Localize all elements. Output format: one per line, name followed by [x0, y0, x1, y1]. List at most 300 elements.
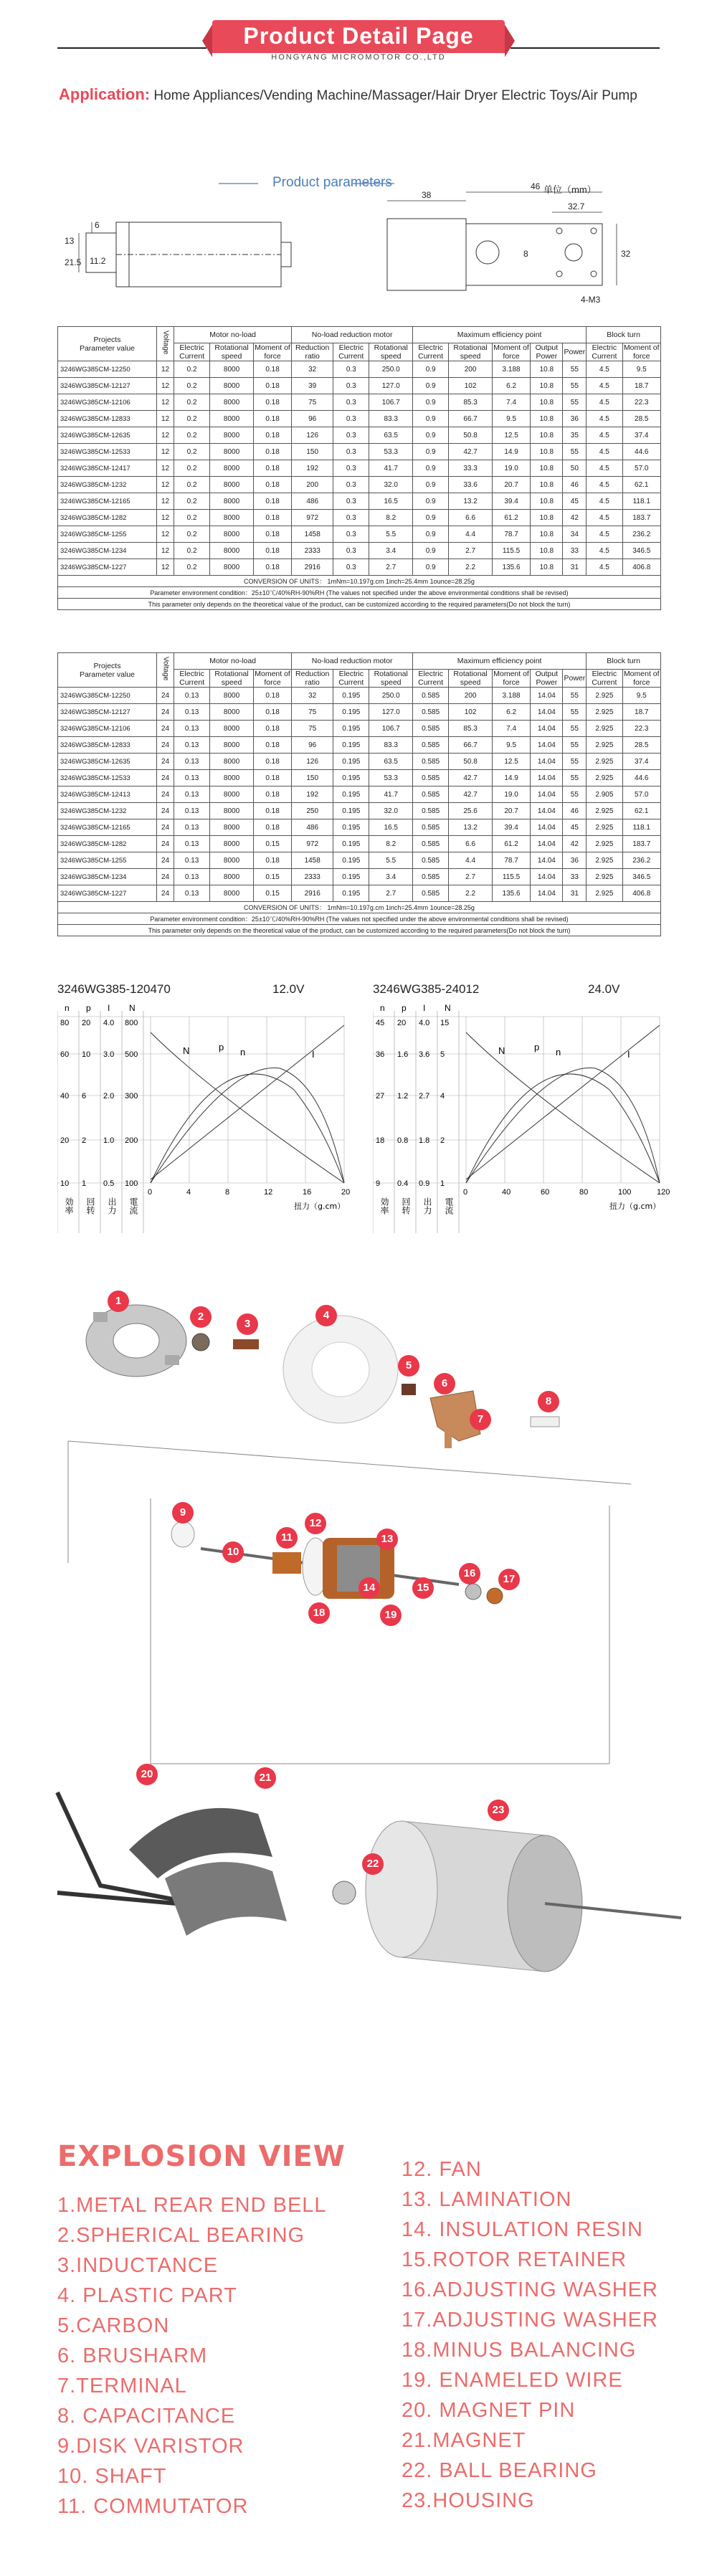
value-cell: 135.6 — [492, 559, 530, 576]
value-cell: 0.2 — [174, 493, 210, 510]
scale-value: 0.8 — [397, 1136, 409, 1145]
value-cell: 14.9 — [492, 444, 530, 460]
value-cell: 28.5 — [622, 411, 661, 427]
scale-value: 45 — [376, 1019, 385, 1027]
part-number-9: 9 — [172, 1502, 194, 1524]
value-cell: 2.925 — [587, 819, 622, 836]
value-cell: 55 — [563, 754, 587, 770]
value-cell: 0.3 — [333, 411, 369, 427]
value-cell: 0.195 — [333, 704, 369, 721]
value-cell: 4.5 — [587, 460, 622, 477]
value-cell: 53.3 — [369, 770, 413, 786]
value-cell: 16.5 — [369, 493, 413, 510]
conversion-note: CONVERSION OF UNITS： 1mNm=10.197g.cm 1inch=25.4mm 1ounce=28.25g — [58, 902, 661, 913]
col-speed: Rotational speed — [449, 670, 493, 688]
value-cell: 2.905 — [587, 786, 622, 803]
curve-label: p — [534, 1042, 540, 1052]
value-cell: 13.2 — [449, 493, 493, 510]
table-row — [58, 460, 661, 477]
value-cell: 118.1 — [622, 819, 661, 836]
table-row — [58, 786, 661, 803]
value-cell: 0.9 — [413, 477, 449, 493]
value-cell: 0.13 — [174, 737, 210, 754]
part-number-8: 8 — [538, 1391, 559, 1412]
value-cell: 7.4 — [492, 721, 530, 737]
value-cell: 4.5 — [587, 543, 622, 559]
value-cell: 0.18 — [253, 477, 291, 493]
header-rule-right — [511, 47, 660, 49]
value-cell: 0.2 — [174, 444, 210, 460]
col-ratio: Reduction ratio — [292, 670, 333, 688]
legend-item: 2.SPHERICAL BEARING — [57, 2224, 305, 2247]
axis-row-label: 電流 — [444, 1197, 454, 1215]
x-tick: 8 — [225, 1188, 230, 1197]
value-cell: 8000 — [210, 803, 254, 819]
value-cell: 45 — [563, 819, 587, 836]
value-cell: 55 — [563, 361, 587, 378]
value-cell: 8000 — [210, 885, 254, 902]
performance-curve — [466, 1074, 660, 1183]
value-cell: 0.18 — [253, 493, 291, 510]
value-cell: 0.195 — [333, 688, 369, 704]
value-cell: 35 — [563, 427, 587, 444]
value-cell: 32 — [292, 361, 333, 378]
value-cell: 57.0 — [622, 786, 661, 803]
value-cell: 2.7 — [449, 869, 493, 885]
legend-item: 7.TERMINAL — [57, 2375, 187, 2397]
value-cell: 118.1 — [622, 493, 661, 510]
value-cell: 0.585 — [413, 754, 449, 770]
value-cell: 4.4 — [449, 852, 493, 869]
table-row — [58, 477, 661, 493]
part-number-22: 22 — [362, 1853, 384, 1875]
value-cell: 0.585 — [413, 704, 449, 721]
value-cell: 39.4 — [492, 819, 530, 836]
value-cell: 0.18 — [253, 378, 291, 394]
model-cell: 3246WG385CM-1255 — [58, 526, 157, 543]
table-row — [58, 378, 661, 394]
value-cell: 0.585 — [413, 688, 449, 704]
col-speed: Rotational speed — [369, 670, 413, 688]
value-cell: 8.2 — [369, 510, 413, 526]
part-number-18: 18 — [308, 1602, 330, 1624]
value-cell: 0.13 — [174, 770, 210, 786]
value-cell: 9.5 — [492, 737, 530, 754]
value-cell: 200 — [449, 688, 493, 704]
scale-value: 5 — [440, 1050, 445, 1059]
value-cell: 0.18 — [253, 803, 291, 819]
table-row — [58, 688, 661, 704]
value-cell: 36 — [563, 411, 587, 427]
value-cell: 4.5 — [587, 378, 622, 394]
model-cell: 3246WG385CM-12165 — [58, 819, 157, 836]
part-number-7: 7 — [470, 1409, 491, 1430]
model-cell: 3246WG385CM-12833 — [58, 737, 157, 754]
col-current: Electric Current — [587, 343, 622, 361]
page-title: Product Detail Page — [243, 23, 474, 49]
performance-curve — [151, 1032, 344, 1183]
value-cell: 19.0 — [492, 786, 530, 803]
performance-curve — [151, 1074, 344, 1183]
scale-value: 10 — [60, 1179, 70, 1188]
voltage-header: Voltage — [157, 327, 174, 361]
value-cell: 24 — [157, 737, 174, 754]
value-cell: 10.8 — [531, 460, 563, 477]
header-rule-left — [57, 47, 206, 49]
value-cell: 10.8 — [531, 477, 563, 493]
value-cell: 0.18 — [253, 510, 291, 526]
dim-11-2: 11.2 — [90, 256, 106, 266]
scale-value: 100 — [125, 1179, 138, 1188]
value-cell: 8000 — [210, 852, 254, 869]
part-number-17: 17 — [498, 1569, 520, 1590]
value-cell: 83.3 — [369, 411, 413, 427]
value-cell: 0.2 — [174, 411, 210, 427]
value-cell: 13.2 — [449, 819, 493, 836]
col-output: Output Power — [531, 343, 563, 361]
value-cell: 63.5 — [369, 427, 413, 444]
value-cell: 5.5 — [369, 852, 413, 869]
value-cell: 14.9 — [492, 770, 530, 786]
value-cell: 0.13 — [174, 704, 210, 721]
value-cell: 83.3 — [369, 737, 413, 754]
value-cell: 2.2 — [449, 885, 493, 902]
value-cell: 32 — [292, 688, 333, 704]
value-cell: 24 — [157, 754, 174, 770]
value-cell: 126 — [292, 754, 333, 770]
model-cell: 3246WG385CM-12250 — [58, 688, 157, 704]
value-cell: 0.13 — [174, 721, 210, 737]
value-cell: 0.9 — [413, 559, 449, 576]
value-cell: 0.9 — [413, 493, 449, 510]
value-cell: 24 — [157, 869, 174, 885]
legend-item: 10. SHAFT — [57, 2465, 167, 2488]
legend-item: 11. COMMUTATOR — [57, 2495, 249, 2518]
value-cell: 0.18 — [253, 688, 291, 704]
value-cell: 183.7 — [622, 510, 661, 526]
projects-header: Projects Parameter value — [58, 327, 157, 361]
value-cell: 8000 — [210, 737, 254, 754]
application-label: Application: — [59, 85, 151, 103]
table-row — [58, 852, 661, 869]
value-cell: 32.0 — [369, 477, 413, 493]
value-cell: 24 — [157, 688, 174, 704]
value-cell: 236.2 — [622, 526, 661, 543]
value-cell: 0.195 — [333, 885, 369, 902]
curve-label: N — [183, 1045, 190, 1056]
table-row — [58, 444, 661, 460]
value-cell: 0.3 — [333, 477, 369, 493]
value-cell: 12 — [157, 477, 174, 493]
scale-value: 1.8 — [419, 1136, 430, 1145]
legend-item: 12. FAN — [402, 2158, 482, 2181]
value-cell: 75 — [292, 721, 333, 737]
value-cell: 10.8 — [531, 361, 563, 378]
model-cell: 3246WG385CM-1234 — [58, 543, 157, 559]
scale-value: 4.0 — [419, 1019, 430, 1027]
value-cell: 37.4 — [622, 754, 661, 770]
table-row — [58, 559, 661, 576]
value-cell: 24 — [157, 786, 174, 803]
column-head: p — [86, 1004, 91, 1013]
scale-value: 1.6 — [397, 1050, 409, 1059]
parts-legend-left — [57, 2190, 327, 2522]
value-cell: 346.5 — [622, 869, 661, 885]
column-head: N — [445, 1004, 451, 1013]
value-cell: 96 — [292, 737, 333, 754]
table-row — [58, 885, 661, 902]
value-cell: 8000 — [210, 378, 254, 394]
scale-value: 1.2 — [397, 1092, 409, 1101]
value-cell: 0.195 — [333, 803, 369, 819]
value-cell: 8000 — [210, 836, 254, 852]
value-cell: 250.0 — [369, 688, 413, 704]
chart-model: 3246WG385-120470 — [57, 982, 171, 996]
value-cell: 50.8 — [449, 427, 493, 444]
dimension-drawing — [57, 172, 660, 323]
value-cell: 24 — [157, 852, 174, 869]
value-cell: 50.8 — [449, 754, 493, 770]
value-cell: 8000 — [210, 704, 254, 721]
value-cell: 0.2 — [174, 394, 210, 411]
value-cell: 8000 — [210, 786, 254, 803]
value-cell: 0.9 — [413, 361, 449, 378]
value-cell: 2.7 — [369, 559, 413, 576]
x-tick: 0 — [148, 1188, 153, 1197]
model-cell: 3246WG385CM-1282 — [58, 836, 157, 852]
model-cell: 3246WG385CM-1232 — [58, 803, 157, 819]
value-cell: 0.2 — [174, 460, 210, 477]
value-cell: 20.7 — [492, 477, 530, 493]
value-cell: 85.3 — [449, 721, 493, 737]
value-cell: 3.4 — [369, 869, 413, 885]
value-cell: 12 — [157, 460, 174, 477]
value-cell: 0.15 — [253, 869, 291, 885]
value-cell: 250.0 — [369, 361, 413, 378]
value-cell: 24 — [157, 836, 174, 852]
value-cell: 24 — [157, 704, 174, 721]
value-cell: 0.13 — [174, 786, 210, 803]
x-axis-label: 扭力（g.cm） — [609, 1202, 661, 1211]
model-cell: 3246WG385CM-12250 — [58, 361, 157, 378]
axis-row-label: 回转 — [401, 1197, 411, 1215]
column-head: p — [402, 1004, 407, 1013]
value-cell: 55 — [563, 770, 587, 786]
spec-table-12v — [57, 326, 661, 610]
value-cell: 0.13 — [174, 803, 210, 819]
col-speed: Rotational speed — [369, 343, 413, 361]
col-current: Electric Current — [413, 343, 449, 361]
value-cell: 42.7 — [449, 786, 493, 803]
value-cell: 7.4 — [492, 394, 530, 411]
value-cell: 8000 — [210, 510, 254, 526]
value-cell: 42.7 — [449, 444, 493, 460]
reduction-header: No-load reduction motor — [292, 327, 413, 343]
legend-item: 23.HOUSING — [402, 2489, 535, 2512]
table-row — [58, 543, 661, 559]
value-cell: 10.8 — [531, 411, 563, 427]
col-current: Electric Current — [174, 343, 210, 361]
rotor-assembly — [201, 1538, 503, 1604]
value-cell: 10.8 — [531, 526, 563, 543]
legend-item: 17.ADJUSTING WASHER — [402, 2309, 658, 2332]
value-cell: 9.5 — [492, 411, 530, 427]
curve-label: I — [627, 1049, 630, 1060]
value-cell: 102 — [449, 704, 493, 721]
terminal-part — [445, 1420, 452, 1448]
value-cell: 0.9 — [413, 510, 449, 526]
col-current: Electric Current — [333, 670, 369, 688]
dim-13: 13 — [65, 236, 75, 246]
scale-value: 15 — [440, 1019, 450, 1027]
curve-label: I — [312, 1049, 315, 1060]
scale-value: 40 — [60, 1092, 70, 1101]
value-cell: 346.5 — [622, 543, 661, 559]
value-cell: 42.7 — [449, 770, 493, 786]
value-cell: 2.925 — [587, 885, 622, 902]
value-cell: 10.8 — [531, 394, 563, 411]
application-text — [59, 85, 661, 106]
value-cell: 42 — [563, 510, 587, 526]
value-cell: 8000 — [210, 493, 254, 510]
table-row — [58, 869, 661, 885]
value-cell: 126 — [292, 427, 333, 444]
value-cell: 192 — [292, 786, 333, 803]
value-cell: 12 — [157, 543, 174, 559]
col-current: Electric Current — [174, 670, 210, 688]
model-cell: 3246WG385CM-1255 — [58, 852, 157, 869]
value-cell: 0.585 — [413, 737, 449, 754]
value-cell: 12 — [157, 378, 174, 394]
x-tick: 0 — [463, 1188, 468, 1197]
model-cell: 3246WG385CM-12833 — [58, 411, 157, 427]
value-cell: 78.7 — [492, 526, 530, 543]
x-tick: 16 — [303, 1188, 312, 1197]
reduction-header: No-load reduction motor — [292, 653, 413, 670]
value-cell: 55 — [563, 444, 587, 460]
part-number-19: 19 — [380, 1605, 402, 1626]
x-tick: 4 — [186, 1188, 191, 1197]
col-ratio: Reduction ratio — [292, 343, 333, 361]
chart-voltage: 24.0V — [588, 982, 620, 996]
value-cell: 12 — [157, 559, 174, 576]
part-number-14: 14 — [358, 1577, 380, 1599]
value-cell: 0.585 — [413, 885, 449, 902]
value-cell: 0.195 — [333, 737, 369, 754]
value-cell: 2.925 — [587, 869, 622, 885]
model-cell: 3246WG385CM-1227 — [58, 559, 157, 576]
column-head: n — [380, 1004, 385, 1013]
scale-value: 1 — [440, 1179, 445, 1188]
value-cell: 45 — [563, 493, 587, 510]
legend-item: 4. PLASTIC PART — [57, 2284, 237, 2307]
value-cell: 2.7 — [369, 885, 413, 902]
value-cell: 5.5 — [369, 526, 413, 543]
theory-note: This parameter only depends on the theoretical value of the product, can be customized according to the required parameters(Do not block the turn) — [58, 599, 661, 610]
value-cell: 0.13 — [174, 836, 210, 852]
part-number-16: 16 — [459, 1563, 480, 1584]
col-speed: Rotational speed — [449, 343, 493, 361]
value-cell: 0.195 — [333, 836, 369, 852]
value-cell: 8000 — [210, 526, 254, 543]
value-cell: 8000 — [210, 394, 254, 411]
value-cell: 10.8 — [531, 559, 563, 576]
value-cell: 25.6 — [449, 803, 493, 819]
table-row — [58, 836, 661, 852]
value-cell: 0.2 — [174, 427, 210, 444]
value-cell: 0.3 — [333, 378, 369, 394]
value-cell: 0.18 — [253, 559, 291, 576]
value-cell: 0.18 — [253, 704, 291, 721]
value-cell: 12 — [157, 361, 174, 378]
spec-table-24v — [57, 652, 661, 936]
value-cell: 55 — [563, 721, 587, 737]
value-cell: 12 — [157, 493, 174, 510]
value-cell: 4.5 — [587, 427, 622, 444]
application-value: Home Appliances/Vending Machine/Massager/Hair Dryer Electric Toys/Air Pump — [150, 88, 637, 103]
table-row — [58, 411, 661, 427]
value-cell: 0.3 — [333, 510, 369, 526]
value-cell: 0.195 — [333, 786, 369, 803]
value-cell: 12.5 — [492, 754, 530, 770]
scale-value: 0.4 — [397, 1179, 409, 1188]
value-cell: 0.18 — [253, 543, 291, 559]
x-tick: 100 — [618, 1188, 632, 1197]
chart-model: 3246WG385-24012 — [373, 982, 480, 996]
part-number-11: 11 — [276, 1527, 298, 1549]
model-cell: 3246WG385CM-12413 — [58, 786, 157, 803]
value-cell: 4.5 — [587, 526, 622, 543]
value-cell: 0.13 — [174, 885, 210, 902]
value-cell: 4.5 — [587, 559, 622, 576]
part-number-10: 10 — [222, 1541, 244, 1563]
value-cell: 37.4 — [622, 427, 661, 444]
carbon-part — [402, 1384, 416, 1395]
value-cell: 14.04 — [531, 754, 563, 770]
scale-value: 60 — [60, 1050, 70, 1059]
value-cell: 0.18 — [253, 411, 291, 427]
value-cell: 12 — [157, 427, 174, 444]
scale-value: 20 — [82, 1019, 91, 1027]
value-cell: 24 — [157, 770, 174, 786]
scale-value: 10 — [82, 1050, 91, 1059]
scale-value: 3.6 — [419, 1050, 430, 1059]
value-cell: 14.04 — [531, 721, 563, 737]
value-cell: 10.8 — [531, 444, 563, 460]
value-cell: 1458 — [292, 526, 333, 543]
value-cell: 0.585 — [413, 819, 449, 836]
value-cell: 0.3 — [333, 526, 369, 543]
value-cell: 46 — [563, 477, 587, 493]
value-cell: 0.195 — [333, 770, 369, 786]
value-cell: 0.3 — [333, 543, 369, 559]
value-cell: 14.04 — [531, 852, 563, 869]
col-speed: Rotational speed — [210, 343, 254, 361]
axis-row-label: 電流 — [128, 1197, 138, 1215]
legend-item: 6. BRUSHARM — [57, 2344, 208, 2367]
value-cell: 0.2 — [174, 510, 210, 526]
value-cell: 4.5 — [587, 444, 622, 460]
scale-value: 36 — [376, 1050, 385, 1059]
value-cell: 4.5 — [587, 510, 622, 526]
value-cell: 0.3 — [333, 361, 369, 378]
parts-legend-right — [402, 2154, 658, 2516]
value-cell: 9.5 — [622, 688, 661, 704]
value-cell: 0.13 — [174, 688, 210, 704]
value-cell: 2333 — [292, 543, 333, 559]
value-cell: 50 — [563, 460, 587, 477]
value-cell: 55 — [563, 737, 587, 754]
